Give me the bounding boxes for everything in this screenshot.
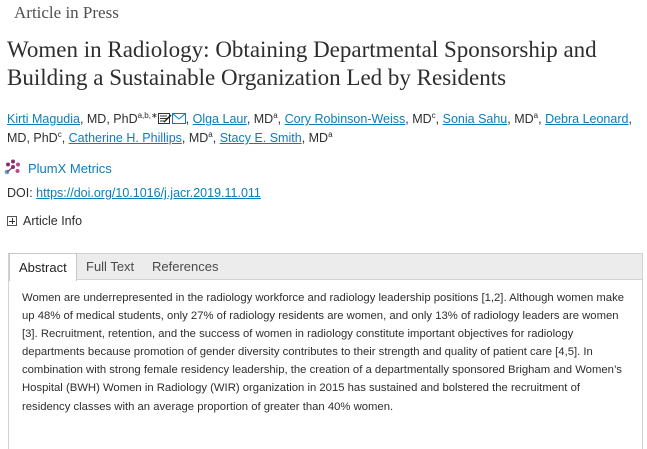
article-status: Article in Press — [14, 3, 119, 22]
author-degree: , MD — [507, 112, 534, 127]
author-list: Kirti Magudia, MD, PhD$^{a,b,∗}$ , Olga Laur, $MD^a$, Cory Robinson-Weiss, $MD^c$, Sonia Sahu, $MD^a$, Debra Leonard, MD, PhD$^c$, Catherine H. Phillips, $MD^a$, Stacy E. Smith, $MD^a$ — [7, 111, 632, 146]
author-degree: , MD, PhD — [7, 112, 632, 146]
tab-full-text[interactable]: Full Text — [86, 259, 135, 274]
article-info-label: Article Info — [23, 214, 83, 228]
tab-references[interactable]: References — [152, 259, 219, 274]
author-affiliation[interactable]: a — [273, 111, 278, 120]
author-link[interactable]: Cory Robinson-Weiss — [284, 112, 406, 127]
author-affiliation[interactable]: a — [533, 111, 539, 120]
author-degree: , MD — [301, 131, 329, 146]
tab-abstract[interactable]: Abstract — [9, 253, 77, 281]
expand-plus-icon — [7, 216, 17, 226]
author-separator: , — [212, 131, 220, 146]
author-affiliation[interactable]: a,b,∗ — [137, 111, 158, 120]
abstract-text: Women are underrepresented in the radiology workforce and radiology leadership positions [1,2]. Although women make up 48% of medical students, only 27% of radiology residents are women, and only 13% of radiology leaders are women [3]. Recruitment, retention, and the success of women in radiology constitute important objectives for radiology departments because promotion of gender diversity contributes to their strength and quality of patient care [4,5]. In combination with strong female residency leadership, the creation of a departmentally sponsored Brigham and Women’s Hospital (BWH) Women in Radiology (WIR) organization in 2015 has sustained and bolstered the recruitment of residency classes with an average proportion of greater than 40% women. — [22, 292, 625, 413]
email-icon[interactable] — [172, 112, 186, 123]
correspondence-icon[interactable] — [158, 112, 172, 123]
author-degree: , MD, PhD — [79, 112, 138, 127]
author-affiliation[interactable]: c — [57, 130, 62, 140]
plumx-label: PlumX Metrics — [28, 161, 112, 176]
author-degree: , MD — [246, 112, 274, 127]
doi-link[interactable]: https://doi.org/10.1016/j.jacr.2019.11.011 — [36, 186, 261, 200]
author-link[interactable]: Kirti Magudia — [7, 112, 80, 127]
author-link[interactable]: Debra Leonard — [545, 112, 629, 127]
author-separator: , — [277, 112, 285, 127]
author-link[interactable]: Catherine H. Phillips — [68, 131, 182, 146]
author-link[interactable]: Stacy E. Smith — [219, 131, 302, 146]
plumx-metrics-link[interactable] — [4, 159, 112, 178]
doi-line — [7, 186, 261, 200]
plumx-icon — [4, 159, 28, 178]
author-degree: , MD — [181, 131, 209, 146]
author-separator: , — [435, 112, 443, 127]
content-tabs — [8, 253, 643, 280]
author-degree: , MD — [405, 112, 432, 127]
article-info-toggle[interactable] — [7, 214, 82, 228]
author-separator: , — [538, 112, 546, 127]
doi-prefix: DOI: — [7, 186, 37, 200]
author-affiliation[interactable]: a — [208, 130, 213, 140]
author-link[interactable]: Olga Laur — [192, 112, 247, 127]
author-link[interactable]: Sonia Sahu — [442, 112, 508, 127]
article-title: Women in Radiology: Obtaining Departmental Sponsorship and Building a Sustainable Organization Led by Residents — [7, 37, 597, 90]
author-separator: , — [61, 131, 69, 146]
author-affiliation[interactable]: c — [431, 111, 436, 120]
author-affiliation[interactable]: a — [328, 130, 333, 140]
